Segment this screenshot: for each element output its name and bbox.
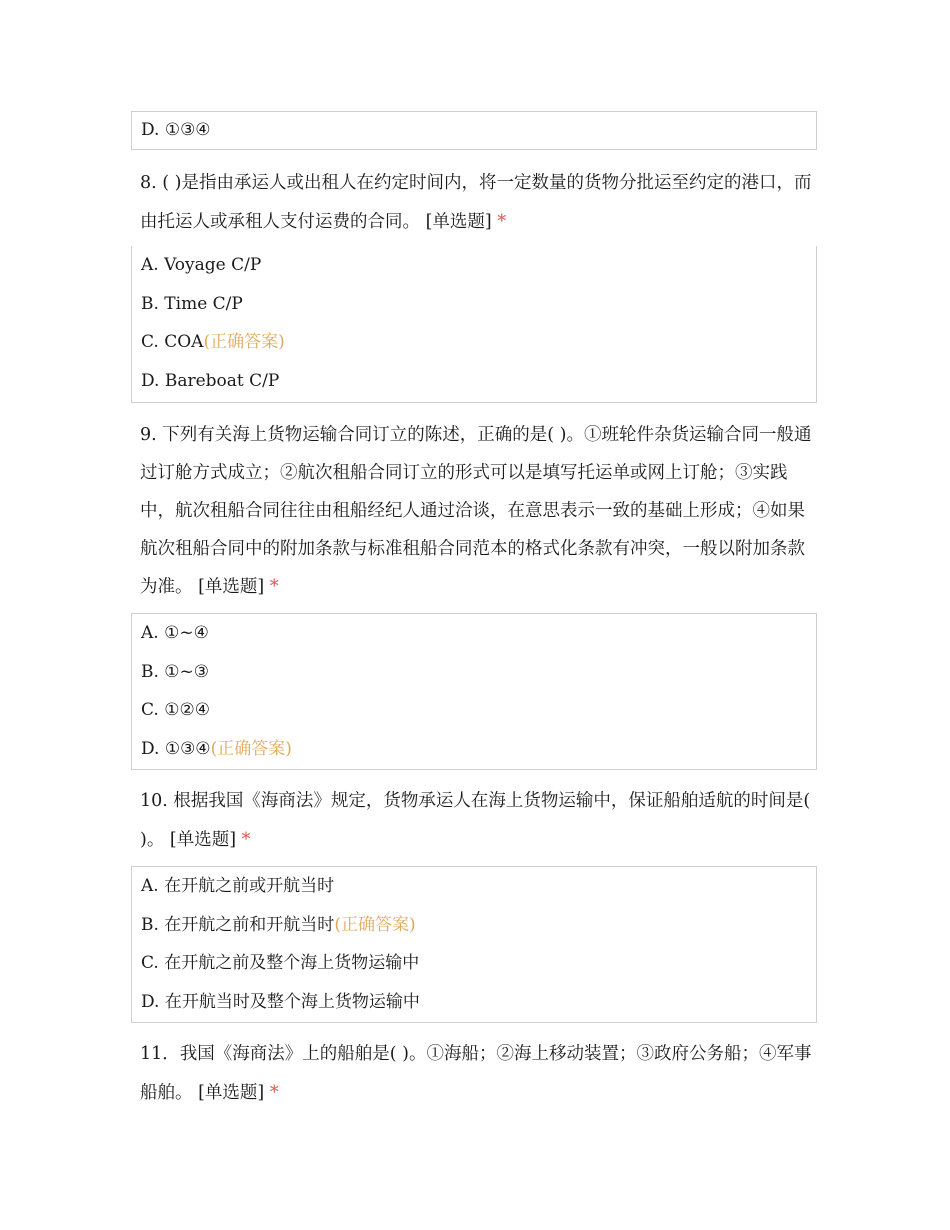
q11-required-mark: *	[269, 1082, 279, 1103]
q8-question-type: [单选题]	[425, 211, 492, 232]
option-label: A. ①~④	[141, 623, 209, 643]
option-label: C. 在开航之前及整个海上货物运输中	[141, 953, 420, 974]
q8-option-c[interactable]	[141, 323, 816, 362]
q10-question-text: 10. 根据我国《海商法》规定，货物承运人在海上货物运输中，保证船舶适航的时间是( )。	[140, 791, 811, 850]
option-label: A. 在开航之前或开航当时	[141, 876, 335, 896]
q8-question	[140, 164, 820, 241]
q11-question-type: [单选题]	[198, 1082, 265, 1103]
q10-option-a[interactable]	[141, 867, 816, 906]
option-label: C. COA	[141, 332, 204, 353]
q9-question-type: [单选题]	[198, 577, 265, 597]
q8-required-mark: *	[497, 211, 507, 232]
q9-required-mark: *	[269, 577, 279, 597]
q10-option-d[interactable]	[141, 983, 816, 1022]
q11-question	[140, 1035, 820, 1112]
q9-options-box	[131, 613, 817, 770]
q10-required-mark: *	[241, 829, 251, 850]
q9-option-a[interactable]	[141, 614, 816, 653]
q9-option-c[interactable]	[141, 691, 816, 730]
correct-answer-tag: (正确答案)	[210, 739, 292, 760]
correct-answer-tag: (正确答案)	[334, 914, 416, 935]
q10-option-c[interactable]	[141, 944, 816, 983]
option-label: D. ①③④	[141, 120, 211, 140]
q8-option-b[interactable]	[141, 285, 816, 324]
option-label: B. ①~③	[141, 661, 210, 682]
q10-options-box	[131, 866, 817, 1023]
q9-question	[140, 416, 820, 606]
q9-question-text: 9. 下列有关海上货物运输合同订立的陈述，正确的是( )。①班轮件杂货运输合同一般通过订舱方式成立；②航次租船合同订立的形式可以是填写托运单或网上订舱；③实践中，航次租船合同往往由租船经纪人通过洽谈，在意思表示一致的基础上形成；④如果航次租船合同中的附加条款与标准租船合同范本的格式化条款有冲突，一般以附加条款为准。	[140, 425, 812, 597]
option-label: A. Voyage C/P	[141, 255, 262, 275]
option-label: D. ①③④	[141, 739, 211, 760]
q8-options-box	[131, 246, 817, 403]
q8-option-d[interactable]	[141, 362, 816, 401]
q9-option-d[interactable]	[141, 730, 816, 769]
option-label: D. 在开航当时及整个海上货物运输中	[141, 992, 420, 1013]
option-label: C. ①②④	[141, 700, 210, 721]
q11-question-text: 11．我国《海商法》上的船舶是( )。①海船；②海上移动装置；③政府公务船；④军事船舶。	[140, 1044, 812, 1103]
q10-option-b[interactable]	[141, 906, 816, 945]
q10-question-type: [单选题]	[169, 829, 237, 850]
q7-options-box	[131, 111, 817, 150]
q9-option-b[interactable]	[141, 653, 816, 692]
q8-question-text: 8. ( )是指由承运人或出租人在约定时间内，将一定数量的货物分批运至约定的港口，而由托运人或承租人支付运费的合同。	[140, 173, 812, 232]
q8-option-a[interactable]	[141, 246, 816, 285]
option-label: B. Time C/P	[141, 293, 243, 314]
q7-option-d[interactable]	[141, 112, 816, 149]
option-label: B. 在开航之前和开航当时	[141, 914, 335, 935]
q10-question	[140, 782, 820, 859]
correct-answer-tag: (正确答案)	[203, 332, 285, 353]
option-label: D. Bareboat C/P	[141, 371, 280, 392]
